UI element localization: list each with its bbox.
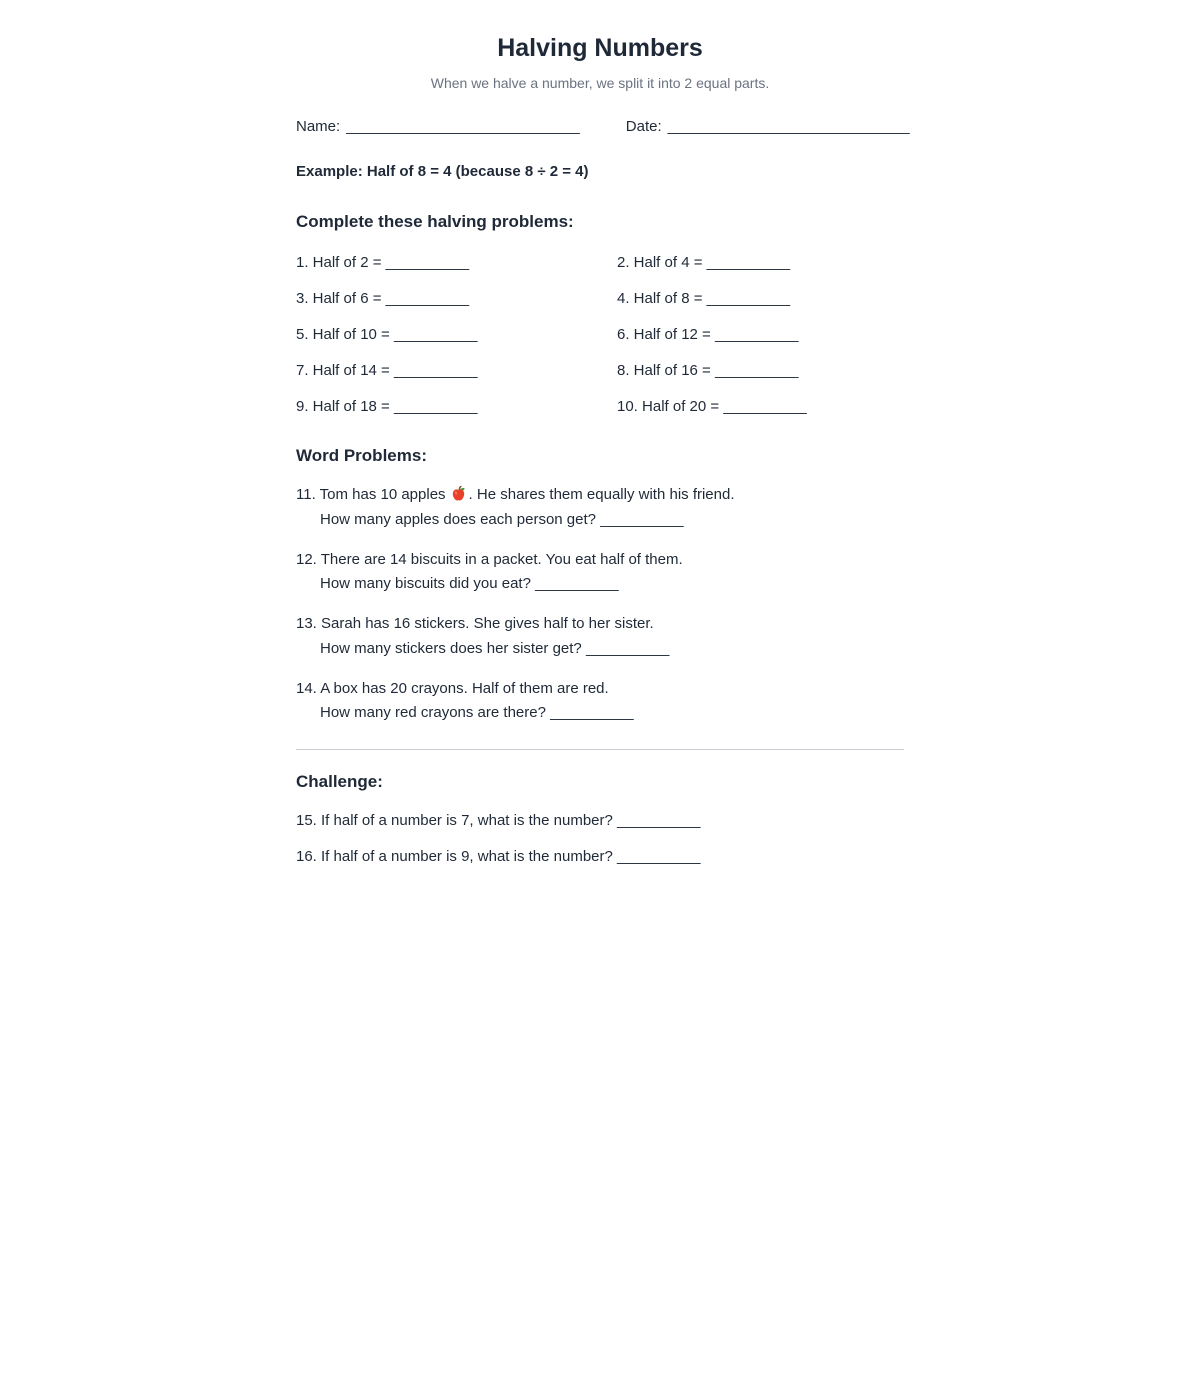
problem-item	[296, 362, 617, 398]
problem-item	[617, 326, 904, 362]
answer-blank: __________	[714, 325, 799, 343]
answer-blank: __________	[535, 575, 619, 593]
name-label: Name:	[296, 117, 341, 135]
word-problem-text: . He shares them equally with his friend.	[468, 486, 735, 504]
page-subtitle: When we halve a number, we split it into 2 equal parts.	[430, 74, 770, 91]
answer-blank: __________	[714, 361, 799, 379]
answer-blank: __________	[385, 289, 470, 307]
apple-icon	[450, 485, 467, 502]
word-problem	[296, 485, 904, 528]
date-blank-line: _____________________________	[667, 117, 910, 135]
word-problem-question	[296, 704, 904, 721]
answer-blank: __________	[393, 325, 478, 343]
problem-label: 1. Half of 2 =	[296, 253, 382, 271]
word-problem	[296, 615, 904, 657]
problem-label: 8. Half of 16 =	[617, 361, 711, 379]
answer-blank: __________	[723, 397, 807, 415]
answer-blank: __________	[617, 811, 701, 829]
word-problem-question	[296, 511, 904, 528]
word-problem-text: 12. There are 14 biscuits in a packet. You eat half of them.	[296, 550, 683, 568]
halving-problems-grid	[296, 254, 904, 434]
problem-label: 3. Half of 6 =	[296, 289, 382, 307]
problem-item	[296, 398, 617, 434]
problem-item	[617, 290, 904, 326]
worksheet-page	[296, 0, 910, 865]
problem-label: 9. Half of 18 =	[296, 397, 390, 415]
word-problem-text: 11. Tom has 10 apples	[296, 486, 446, 504]
word-problems-heading: Word Problems:	[296, 445, 427, 465]
name-blank-line: ____________________________	[346, 117, 580, 135]
word-problem-text: 13. Sarah has 16 stickers. She gives half to her sister.	[296, 615, 654, 633]
problem-label: 7. Half of 14 =	[296, 361, 390, 379]
problem-item	[296, 290, 617, 326]
word-problem-line1	[296, 680, 904, 697]
challenge-label: 16. If half of a number is 9, what is the number?	[296, 847, 613, 865]
date-field-group	[626, 118, 910, 135]
problem-item	[296, 326, 617, 362]
question-text: How many apples does each person get?	[320, 510, 597, 528]
date-label: Date:	[625, 117, 662, 135]
problem-label: 2. Half of 4 =	[617, 253, 703, 271]
problem-label: 10. Half of 20 =	[617, 397, 720, 415]
problem-item	[617, 398, 904, 434]
name-field-group	[296, 118, 580, 135]
word-problem	[296, 551, 904, 593]
problem-item	[617, 362, 904, 398]
section-divider	[296, 749, 904, 750]
answer-blank: __________	[385, 253, 470, 271]
challenge-item	[296, 848, 904, 865]
question-text: How many red crayons are there?	[320, 704, 546, 722]
answer-blank: __________	[706, 253, 791, 271]
challenge-heading: Challenge:	[296, 772, 383, 792]
word-problem-text: 14. A box has 20 crayons. Half of them are red.	[296, 679, 609, 697]
word-problem-line1	[296, 551, 904, 568]
problem-item	[617, 254, 904, 290]
name-date-row	[296, 117, 910, 135]
problem-label: 6. Half of 12 =	[617, 325, 711, 343]
word-problem-line1	[296, 615, 904, 632]
question-text: How many biscuits did you eat?	[320, 575, 531, 593]
answer-blank: __________	[550, 704, 634, 722]
problems-section-heading: Complete these halving problems:	[296, 212, 574, 232]
challenge-label: 15. If half of a number is 7, what is the number?	[296, 811, 613, 829]
answer-blank: __________	[393, 397, 478, 415]
problem-label: 5. Half of 10 =	[296, 325, 390, 343]
answer-blank: __________	[617, 847, 701, 865]
page-title: Halving Numbers	[497, 34, 703, 62]
word-problem-question	[296, 575, 904, 592]
example-line: Example: Half of 8 = 4 (because 8 ÷ 2 = 4)	[296, 163, 589, 181]
word-problem	[296, 680, 904, 722]
answer-blank: __________	[585, 639, 670, 657]
answer-blank: __________	[706, 289, 791, 307]
problem-item	[296, 254, 617, 290]
answer-blank: __________	[393, 361, 478, 379]
answer-blank: __________	[600, 510, 684, 528]
word-problem-question	[296, 640, 904, 657]
question-text: How many stickers does her sister get?	[320, 639, 582, 657]
challenge-item	[296, 812, 904, 829]
problem-label: 4. Half of 8 =	[617, 289, 703, 307]
word-problem-line1	[296, 485, 904, 503]
